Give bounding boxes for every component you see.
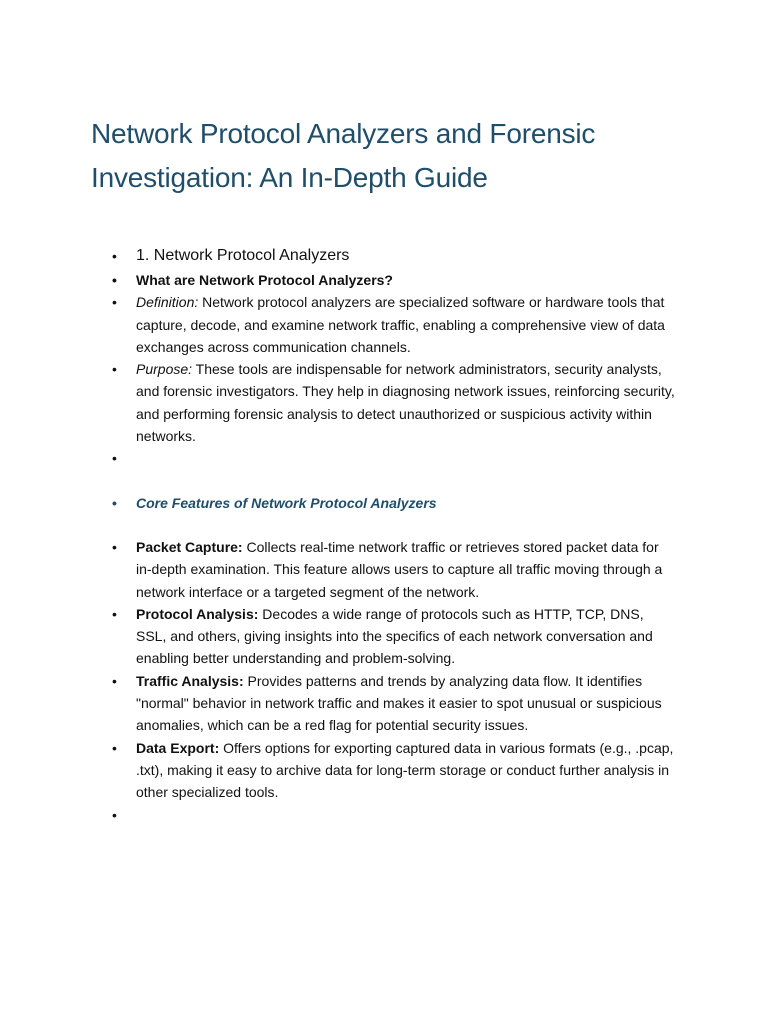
list-item [0,358,768,447]
bullet-icon: • [112,248,117,264]
list-item [0,492,768,514]
list-item [0,244,768,269]
feature-label: Traffic Analysis: [136,672,244,689]
definition-text: Network protocol analyzers are specialized software or hardware tools that capture, decode, and examine network traffic, enabling a comprehensive view of data exchanges across communication channels. [136,294,665,355]
bullet-icon: • [112,294,117,311]
purpose-text: These tools are indispensable for network administrators, security analysts, and forensic investigators. They help in diagnosing network issues, reinforcing security, and performing forensic analysis to detect unauthorized or suspicious activity within networks. [136,361,675,445]
core-features-heading: Core Features of Network Protocol Analyzers [136,495,437,511]
list-item [0,737,768,804]
bullet-icon: • [112,361,117,378]
feature-text: Collects real-time network traffic or retrieves stored packet data for in-depth examination. This feature allows users to capture all traffic moving through a network interface or a targeted segment of the network. [136,539,663,600]
empty-list-item [0,804,768,826]
feature-text: Decodes a wide range of protocols such as HTTP, TCP, DNS, SSL, and others, giving insights into the specifics of each network conversation and enabling better understanding and problem-solving. [136,605,653,667]
feature-label: Packet Capture: [136,539,243,555]
bullet-icon: • [112,272,117,288]
feature-text: Offers options for exporting captured data in various formats (e.g., .pcap, .txt), making it easy to archive data for long-term storage or conduct further analysis in other specialized tools. [136,739,674,801]
definition-label: Definition: [136,294,199,311]
bullet-icon: • [112,450,117,467]
feature-label: Data Export: [136,739,220,756]
section-core-features-heading [0,492,768,514]
empty-list-item [0,447,768,469]
document-title: Network Protocol Analyzers and Forensic Investigation: An In-Depth Guide [91,118,596,193]
list-item [0,536,768,603]
bullet-icon: • [112,539,117,555]
bullet-icon: • [112,495,117,511]
section-network-protocol-analyzers [0,244,768,470]
bullet-icon: • [112,605,117,622]
list-item [0,291,768,358]
bullet-icon: • [112,672,117,689]
list-item [0,603,768,670]
section-heading: 1. Network Protocol Analyzers [136,247,350,264]
purpose-label: Purpose: [136,361,193,378]
subheading: What are Network Protocol Analyzers? [136,272,393,288]
list-item [0,670,768,737]
list-item [0,269,768,291]
core-features-list [0,536,768,826]
feature-text: Provides patterns and trends by analyzing data flow. It identifies "normal" behavior in network traffic and makes it easier to spot unusual or suspicious anomalies, which can be a red flag for potential security issues. [136,672,662,734]
feature-label: Protocol Analysis: [136,605,259,622]
bullet-icon: • [112,739,117,756]
bullet-icon: • [112,806,117,823]
